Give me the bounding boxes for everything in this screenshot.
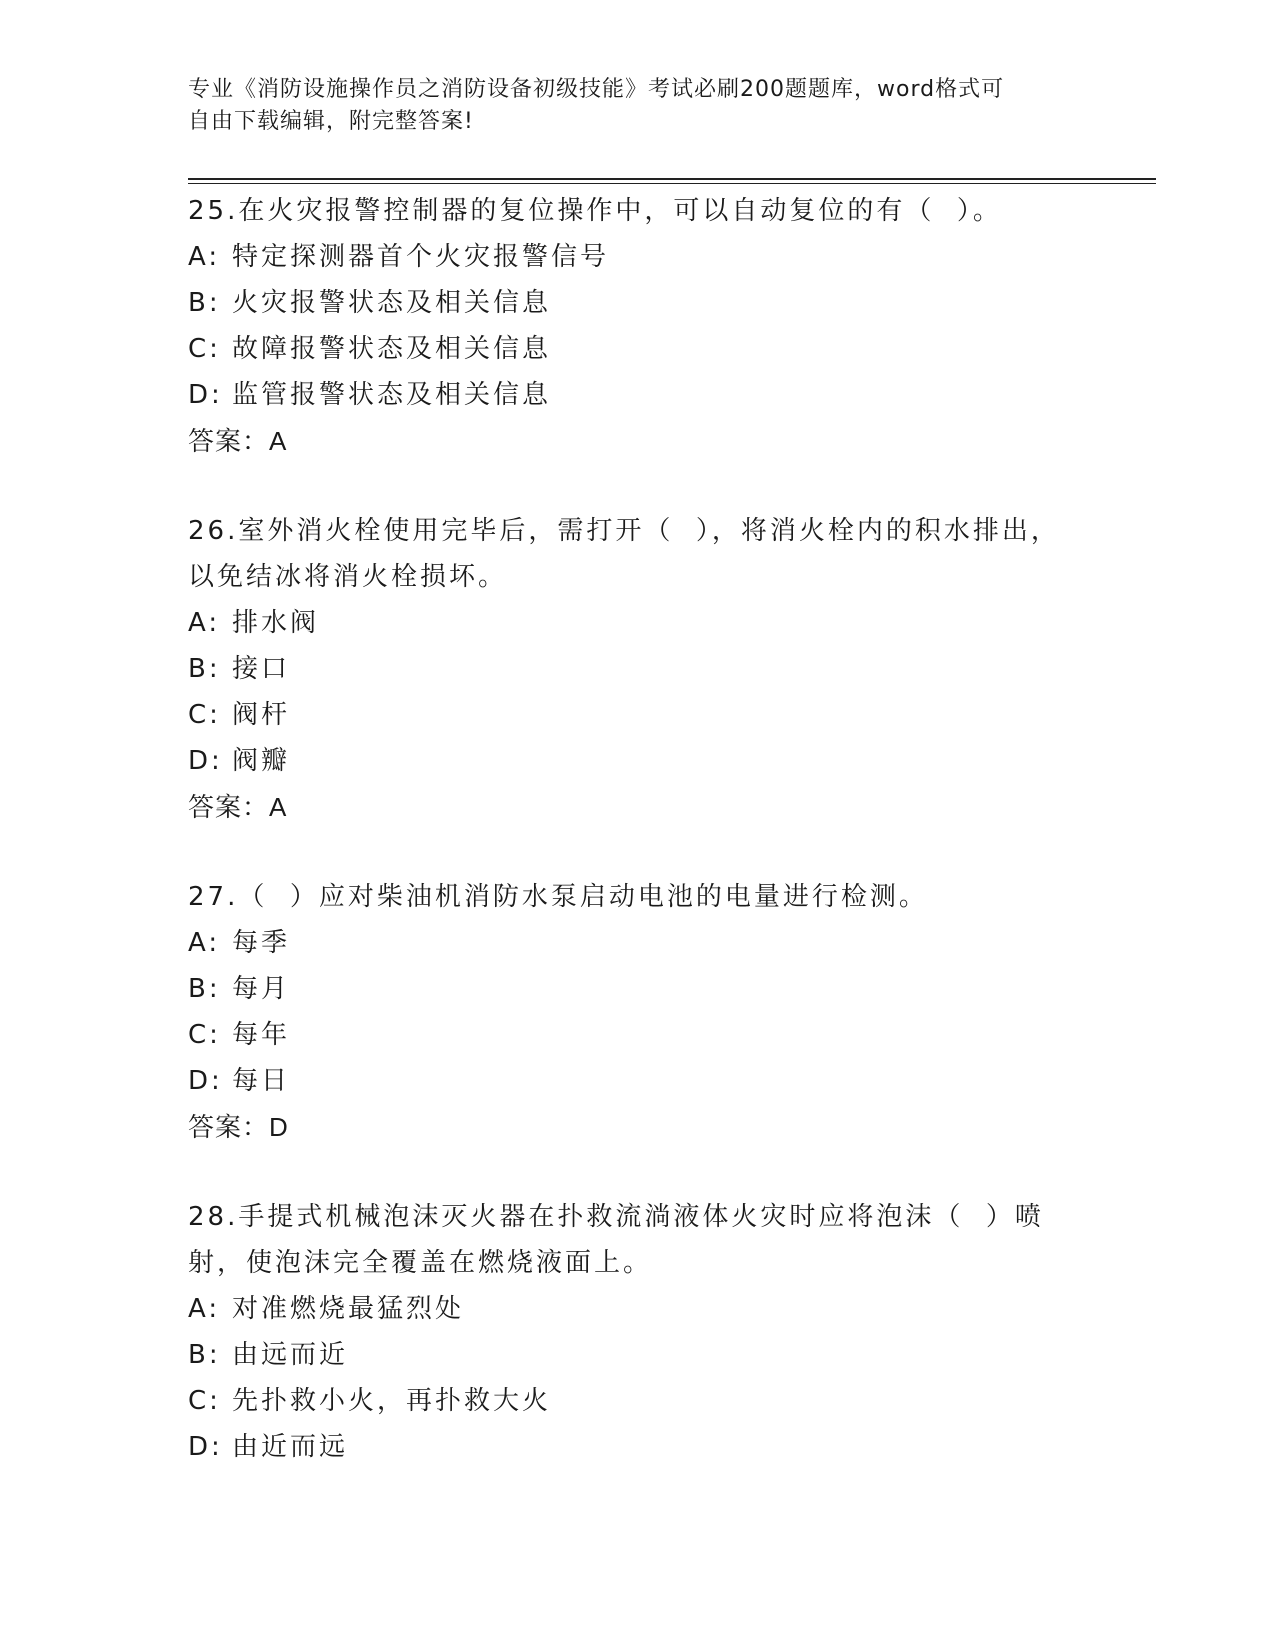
option-text: 特定探测器首个火灾报警信号 <box>232 242 610 272</box>
option-label: D: <box>188 746 223 776</box>
question-28 <box>188 1194 1088 1470</box>
header-line-2: 自由下载编辑，附完整答案! <box>188 109 474 134</box>
option-text: 排水阀 <box>232 608 320 638</box>
option-text: 火灾报警状态及相关信息 <box>232 288 552 318</box>
option-text: 由远而近 <box>232 1340 349 1370</box>
option-text: 阀杆 <box>232 700 291 730</box>
option-label: C: <box>188 334 221 364</box>
option-text: 每日 <box>232 1066 291 1096</box>
option-text: 接口 <box>232 654 291 684</box>
option-text: 阀瓣 <box>232 746 291 776</box>
option-text: 每季 <box>232 928 291 958</box>
header-divider-thin <box>188 183 1156 184</box>
question-25 <box>188 188 1088 464</box>
option-d <box>188 1424 1088 1470</box>
option-text: 对准燃烧最猛烈处 <box>232 1294 465 1324</box>
option-label: C: <box>188 700 221 730</box>
option-label: B: <box>188 1340 221 1370</box>
option-b <box>188 280 1088 326</box>
option-d <box>188 1058 1088 1104</box>
option-label: C: <box>188 1386 221 1416</box>
option-text: 每月 <box>232 974 291 1004</box>
option-a <box>188 234 1088 280</box>
answer-line: 答案：A <box>188 426 288 456</box>
option-label: C: <box>188 1020 221 1050</box>
option-a <box>188 1286 1088 1332</box>
option-label: D: <box>188 1066 223 1096</box>
document-header <box>188 74 1068 138</box>
option-label: B: <box>188 974 221 1004</box>
option-label: A: <box>188 608 221 638</box>
option-b <box>188 646 1088 692</box>
option-label: A: <box>188 928 221 958</box>
option-text: 监管报警状态及相关信息 <box>232 380 552 410</box>
answer-line: 答案：D <box>188 1112 289 1142</box>
answer-line: 答案：A <box>188 792 288 822</box>
question-27 <box>188 874 1088 1150</box>
option-c <box>188 1378 1088 1424</box>
option-text: 由近而远 <box>232 1432 349 1462</box>
option-label: A: <box>188 242 221 272</box>
option-c <box>188 1012 1088 1058</box>
question-stem: 28.手提式机械泡沫灭火器在扑救流淌液体火灾时应将泡沫（ ）喷射，使泡沫完全覆盖在燃烧液面上。 <box>188 1202 1044 1278</box>
option-d <box>188 738 1088 784</box>
option-text: 每年 <box>232 1020 291 1050</box>
header-divider-thick <box>188 178 1156 180</box>
option-text: 先扑救小火，再扑救大火 <box>232 1386 552 1416</box>
option-a <box>188 920 1088 966</box>
question-stem: 26.室外消火栓使用完毕后，需打开（ ），将消火栓内的积水排出，以免结冰将消火栓损坏。 <box>188 516 1060 592</box>
question-26 <box>188 508 1088 830</box>
question-stem: 25.在火灾报警控制器的复位操作中，可以自动复位的有（ ）。 <box>188 196 1002 226</box>
option-d <box>188 372 1088 418</box>
question-stem: 27.（ ）应对柴油机消防水泵启动电池的电量进行检测。 <box>188 882 928 912</box>
option-text: 故障报警状态及相关信息 <box>232 334 552 364</box>
option-b <box>188 1332 1088 1378</box>
option-label: B: <box>188 654 221 684</box>
option-label: A: <box>188 1294 221 1324</box>
option-a <box>188 600 1088 646</box>
question-list <box>188 188 1088 1514</box>
option-c <box>188 326 1088 372</box>
option-c <box>188 692 1088 738</box>
option-label: D: <box>188 380 223 410</box>
option-label: D: <box>188 1432 223 1462</box>
header-line-1: 专业《消防设施操作员之消防设备初级技能》考试必刷200题题库，word格式可 <box>188 77 1005 102</box>
option-b <box>188 966 1088 1012</box>
option-label: B: <box>188 288 221 318</box>
